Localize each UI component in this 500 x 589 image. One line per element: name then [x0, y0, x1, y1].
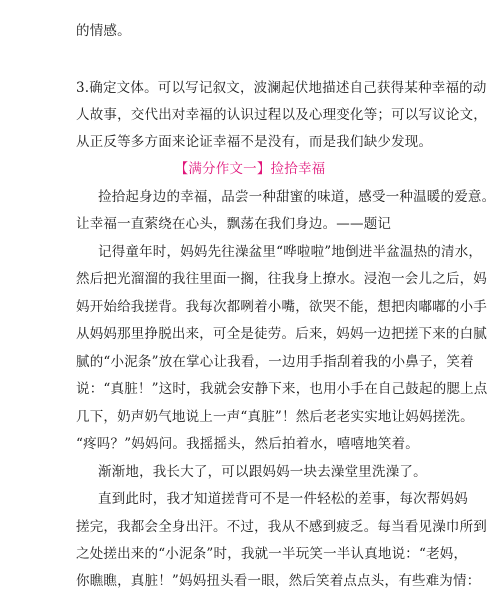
text-line: “疼吗？”妈妈问。我摇摇头，然后拍着水，嘻嘻地笑着。	[76, 436, 420, 452]
text-line: 妈开始给我搓背。我每次都咧着小嘴，欲哭不能，想把肉嘟嘟的小手	[76, 299, 487, 315]
text-line: 记得童年时，妈妈先往澡盆里“哗啦啦”地倒进半盆温热的清水，	[98, 244, 483, 260]
text-line: 人故事，交代出对幸福的认识过程以及心理变化等；可以写议论文，	[76, 107, 487, 123]
text-line: 说：“真脏！”这时，我就会安静下来，也用小手在自己鼓起的腮上点	[76, 381, 488, 397]
text-line: 腻的“小泥条”放在掌心让我看，一边用手指刮着我的小鼻子，笑着	[76, 354, 474, 370]
text-line: 让幸福一直萦绕在心头，飘荡在我们身边。——题记	[76, 216, 392, 232]
text-line: 从妈妈那里挣脱出来，可全是徒劳。后来，妈妈一边把搓下来的白腻	[76, 326, 487, 342]
text-line: 之处搓出来的“小泥条”时，我就一半玩笑一半认真地说：“老妈，	[76, 546, 468, 562]
text-line: 的情感。	[76, 23, 131, 39]
text-line: 捡拾起身边的幸福，品尝一种甜蜜的味道，感受一种温暖的爱意。	[98, 189, 496, 205]
text-line: 渐渐地，我长大了，可以跟妈妈一块去澡堂里洗澡了。	[98, 464, 427, 480]
text-line: 你瞧瞧，真脏！”妈妈扭头看一眼，然后笑着点点头，有些难为情：	[76, 573, 481, 589]
essay-heading: 【满分作文一】捡拾幸福	[174, 161, 326, 177]
text-line: 直到此时，我才知道搓背可不是一件轻松的差事，每次帮妈妈	[98, 491, 468, 507]
text-line: 3.确定文体。可以写记叙文，波澜起伏地描述自己获得某种幸福的动	[76, 80, 487, 96]
text-line: 搓完，我都会全身出汗。不过，我从不感到疲乏。每当看见澡巾所到	[76, 519, 487, 535]
text-line: 从正反等多方面来论证幸福不是没有，而是我们缺少发现。	[76, 134, 433, 150]
text-line: 几下，奶声奶气地说上一声“真脏”！然后老老实实地让妈妈搓洗。	[76, 409, 474, 425]
text-line: 然后把光溜溜的我往里面一搁，往我身上撩水。浸泡一会儿之后，妈	[76, 271, 487, 287]
